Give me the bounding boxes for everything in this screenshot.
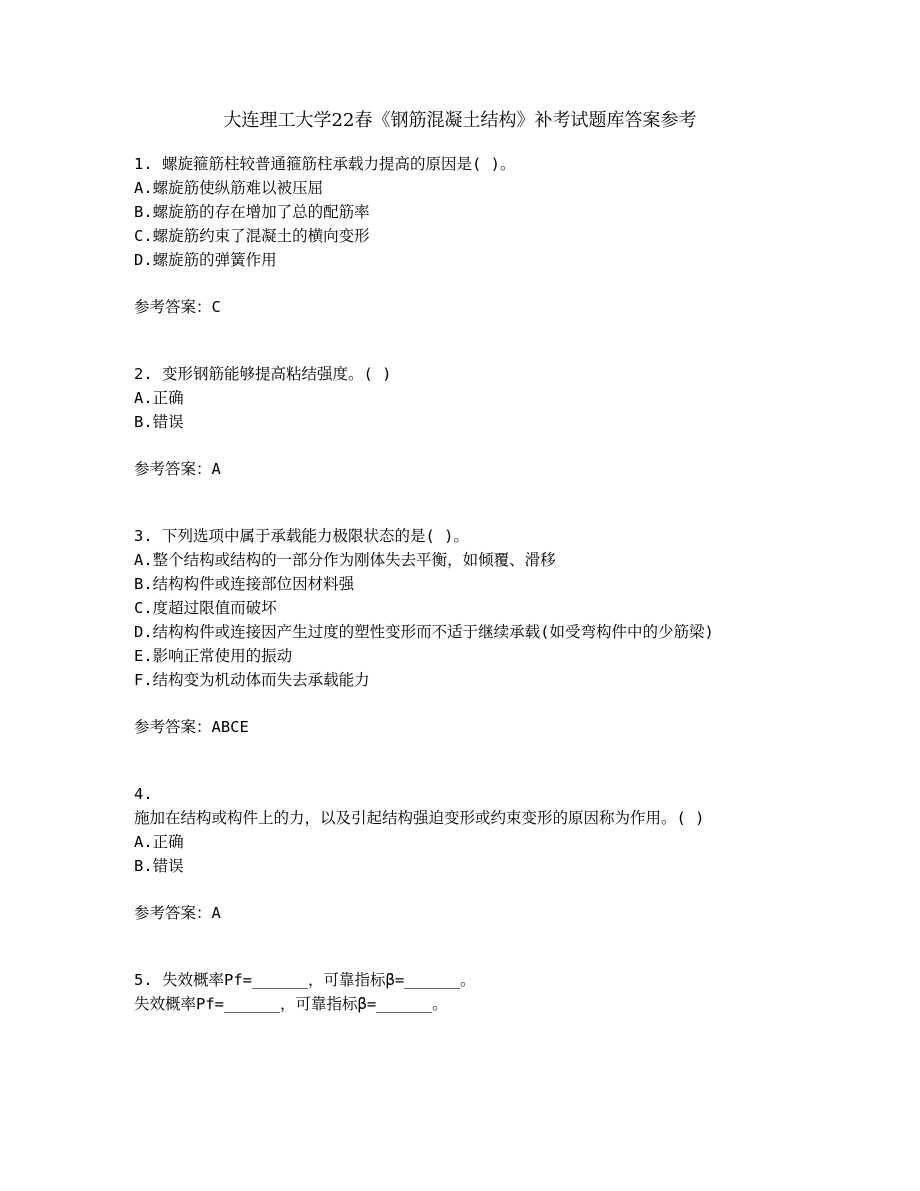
document-title: 大连理工大学22春《钢筋混凝土结构》补考试题库答案参考 xyxy=(223,110,697,131)
question-2 xyxy=(134,362,786,481)
question-5 xyxy=(134,968,786,1016)
question-3-option-b: B.结构构件或连接部位因材料强 xyxy=(134,575,355,593)
question-3-option-d: D.结构构件或连接因产生过度的塑性变形而不适于继续承载(如受弯构件中的少筋梁) xyxy=(134,623,714,641)
question-3-option-a: A.整个结构或结构的一部分作为刚体失去平衡，如倾覆、滑移 xyxy=(134,551,556,569)
question-4-option-b: B.错误 xyxy=(134,857,184,875)
question-2-option-b: B.错误 xyxy=(134,413,184,431)
question-1 xyxy=(134,152,786,319)
question-4-option-a: A.正确 xyxy=(134,833,184,851)
question-1-option-b: B.螺旋筋的存在增加了总的配筋率 xyxy=(134,203,370,221)
question-5-stem: 5. 失效概率Pf=______，可靠指标β=______。 xyxy=(134,971,476,989)
question-1-option-a: A.螺旋筋使纵筋难以被压屈 xyxy=(134,179,324,197)
question-3-option-c: C.度超过限值而破坏 xyxy=(134,599,277,617)
question-4-stem: 施加在结构或构件上的力，以及引起结构强迫变形或约束变形的原因称为作用。( ) xyxy=(134,809,705,827)
question-1-option-c: C.螺旋筋约束了混凝土的横向变形 xyxy=(134,227,370,245)
question-2-stem: 2. 变形钢筋能够提高粘结强度。( ) xyxy=(134,365,392,383)
question-4-answer: 参考答案：A xyxy=(134,904,221,922)
question-3-answer: 参考答案：ABCE xyxy=(134,718,249,736)
question-4-number: 4. xyxy=(134,785,153,803)
question-1-answer: 参考答案：C xyxy=(134,298,221,316)
question-3-stem: 3. 下列选项中属于承载能力极限状态的是( )。 xyxy=(134,527,469,545)
question-5-text: 失效概率Pf=______，可靠指标β=______。 xyxy=(134,995,448,1013)
question-3-option-e: E.影响正常使用的振动 xyxy=(134,647,293,665)
question-3-option-f: F.结构变为机动体而失去承载能力 xyxy=(134,671,370,689)
question-4 xyxy=(134,782,786,925)
question-1-stem: 1. 螺旋箍筋柱较普通箍筋柱承载力提高的原因是( )。 xyxy=(134,155,516,173)
question-2-option-a: A.正确 xyxy=(134,389,184,407)
question-1-option-d: D.螺旋筋的弹簧作用 xyxy=(134,251,277,269)
question-list xyxy=(134,152,786,1016)
question-3 xyxy=(134,524,786,739)
question-2-answer: 参考答案：A xyxy=(134,460,221,478)
